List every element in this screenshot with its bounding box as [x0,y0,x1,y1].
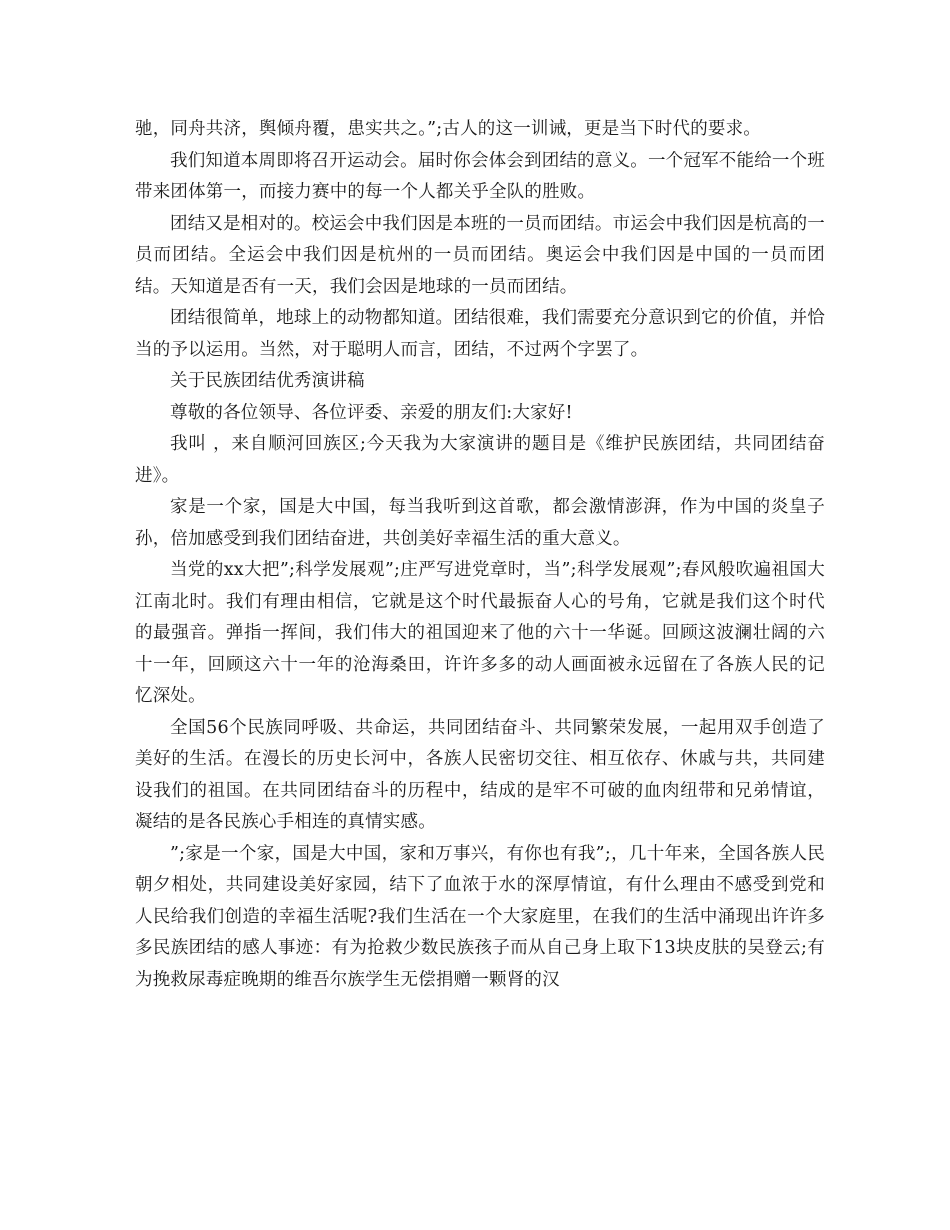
document-body [135,114,825,996]
salutation: 尊敬的各位领导、各位评委、亲爱的朋友们:大家好! [170,402,573,423]
paragraph-11: ”;家是一个家，国是大中国，家和万事兴，有你也有我”;，几十年来，全国各族人民朝夕相处，共同建设美好家园，结下了血浓于水的深厚情谊，有什么理由不感受到党和人民给我们创造的幸福生活呢?我们生活在一个大家庭里，在我们的生活中涌现出许许多多民族团结的感人事迹：有为抢救少数民族孩子而从自己身上取下13块皮肤的吴登云;有为挽救尿毒症晚期的维吾尔族学生无偿捐赠一颗肾的汉 [135,843,825,990]
paragraph-4: 团结很简单，地球上的动物都知道。团结很难，我们需要充分意识到它的价值，并恰当的予以运用。当然，对于聪明人而言，团结，不过两个字罢了。 [135,308,825,360]
speech-title: 关于民族团结优秀演讲稿 [170,371,365,391]
paragraph-2: 我们知道本周即将召开运动会。届时你会体会到团结的意义。一个冠军不能给一个班带来团体第一，而接力赛中的每一个人都关乎全队的胜败。 [135,150,825,202]
paragraph-9: 当党的xx大把”;科学发展观”;庄严写进党章时，当”;科学发展观”;春风般吹遍祖国大江南北时。我们有理由相信，它就是这个时代最振奋人心的号角，它就是我们这个时代的最强音。弹指一挥间，我们伟大的祖国迎来了他的六十一华诞。回顾这波澜壮阔的六十一年，回顾这六十一年的沧海桑田，许许多多的动人画面被永远留在了各族人民的记忆深处。 [135,560,825,706]
paragraph-3: 团结又是相对的。校运会中我们因是本班的一员而团结。市运会中我们因是杭高的一员而团结。全运会中我们因是杭州的一员而团结。奥运会中我们因是中国的一员而团结。天知道是否有一天，我们会因是地球的一员而团结。 [135,213,825,297]
paragraph-1: 驰，同舟共济，舆倾舟覆，患实共之。”;古人的这一训诫，更是当下时代的要求。 [135,119,761,139]
paragraph-10: 全国56个民族同呼吸、共命运，共同团结奋斗、共同繁荣发展，一起用双手创造了美好的生活。在漫长的历史长河中，各族人民密切交往、相互依存、休戚与共，共同建设我们的祖国。在共同团结奋斗的历程中，结成的是牢不可破的血肉纽带和兄弟情谊，凝结的是各民族心手相连的真情实感。 [135,717,825,832]
paragraph-8: 家是一个家，国是大中国，每当我听到这首歌，都会激情澎湃，作为中国的炎皇子孙，倍加感受到我们团结奋进，共创美好幸福生活的重大意义。 [135,497,825,549]
paragraph-7: 我叫 ，来自顺河回族区;今天我为大家演讲的题目是《维护民族团结，共同团结奋进》。 [135,434,825,486]
